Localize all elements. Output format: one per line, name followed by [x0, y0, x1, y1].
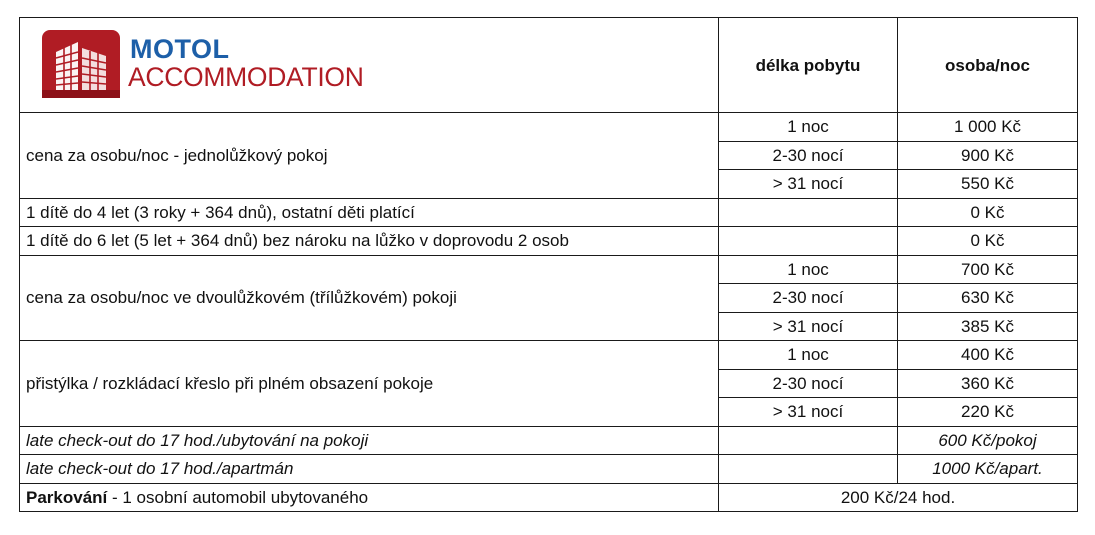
price-cell: 600 Kč/pokoj [898, 426, 1078, 455]
table-row [20, 255, 1078, 284]
stay-cell: 1 noc [719, 113, 898, 142]
price-cell: 400 Kč [898, 341, 1078, 370]
parking-label-bold: Parkování [26, 487, 108, 507]
price-cell: 220 Kč [898, 398, 1078, 427]
row-label-single: cena za osobu/noc - jednolůžkový pokoj [20, 113, 719, 199]
table-row [20, 483, 1078, 512]
price-cell: 385 Kč [898, 312, 1078, 341]
parking-label-rest: - 1 osobní automobil ubytovaného [107, 487, 369, 507]
table-row [20, 227, 1078, 256]
building-logo-icon [42, 30, 120, 98]
brand-name-motol: MOTOL [130, 34, 230, 64]
row-label-extrabed: přistýlka / rozkládací křeslo při plném obsazení pokoje [20, 341, 719, 427]
stay-cell: > 31 nocí [719, 312, 898, 341]
stay-cell: 2-30 nocí [719, 284, 898, 313]
stay-cell: 1 noc [719, 341, 898, 370]
price-cell: 1000 Kč/apart. [898, 455, 1078, 484]
stay-cell: 2-30 nocí [719, 369, 898, 398]
table-row [20, 113, 1078, 142]
price-cell: 0 Kč [898, 227, 1078, 256]
column-header-stay: délka pobytu [719, 18, 898, 113]
table-row [20, 426, 1078, 455]
row-label-late-room: late check-out do 17 hod./ubytování na pokoji [20, 426, 719, 455]
stay-cell-empty [719, 227, 898, 256]
logo-cell [20, 18, 719, 113]
stay-cell: 1 noc [719, 255, 898, 284]
price-cell: 0 Kč [898, 198, 1078, 227]
stay-cell: 2-30 nocí [719, 141, 898, 170]
row-label-late-apartment: late check-out do 17 hod./apartmán [20, 455, 719, 484]
table-row [20, 341, 1078, 370]
table-row [20, 198, 1078, 227]
stay-cell-empty [719, 455, 898, 484]
parking-price-cell: 200 Kč/24 hod. [719, 483, 1078, 512]
stay-cell-empty [719, 426, 898, 455]
brand-logo [42, 30, 402, 100]
price-table [19, 17, 1078, 512]
price-cell: 1 000 Kč [898, 113, 1078, 142]
price-cell: 630 Kč [898, 284, 1078, 313]
price-cell: 360 Kč [898, 369, 1078, 398]
table-row [20, 455, 1078, 484]
price-cell: 900 Kč [898, 141, 1078, 170]
stay-cell: > 31 nocí [719, 398, 898, 427]
row-label-child4: 1 dítě do 4 let (3 roky + 364 dnů), ostatní děti platící [20, 198, 719, 227]
brand-name-accommodation: ACCOMMODATION [128, 62, 364, 92]
price-cell: 700 Kč [898, 255, 1078, 284]
row-label-double: cena za osobu/noc ve dvoulůžkovém (třílůžkovém) pokoji [20, 255, 719, 341]
column-header-price: osoba/noc [898, 18, 1078, 113]
table-header-row [20, 18, 1078, 113]
stay-cell: > 31 nocí [719, 170, 898, 199]
row-label-child6: 1 dítě do 6 let (5 let + 364 dnů) bez nároku na lůžko v doprovodu 2 osob [20, 227, 719, 256]
price-cell: 550 Kč [898, 170, 1078, 199]
stay-cell-empty [719, 198, 898, 227]
row-label-parking [20, 483, 719, 512]
